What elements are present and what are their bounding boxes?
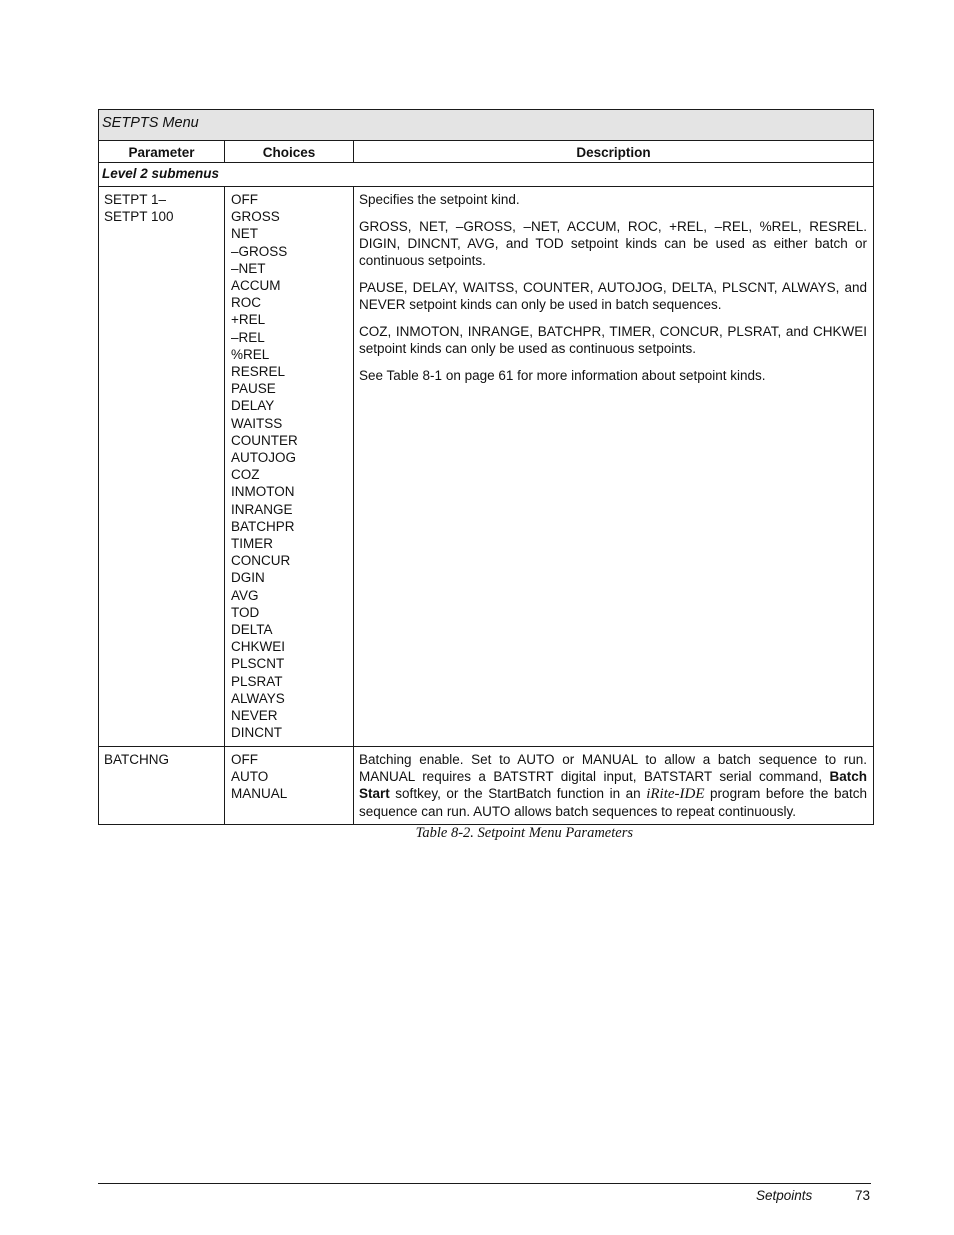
choice-item: CONCUR — [231, 553, 291, 569]
description-paragraph — [359, 751, 867, 821]
choice-item: NET — [231, 226, 258, 242]
batch-start-softkey-label: Batch Start — [359, 768, 868, 801]
choice-item: WAITSS — [231, 415, 283, 431]
choice-item: %REL — [231, 346, 270, 362]
footer-section-name: Setpoints — [756, 1188, 813, 1203]
choice-item: CHKWEI — [231, 639, 285, 655]
description-paragraph: COZ, INMOTON, INRANGE, BATCHPR, TIMER, CONCUR, PLSRAT, and CHKWEI setpoint kinds can only be used as continuous setpoints. — [359, 323, 868, 356]
choice-item: –NET — [231, 260, 266, 276]
choice-item: ROC — [231, 295, 261, 311]
footer-page-number: 73 — [855, 1188, 871, 1203]
choice-item: INMOTON — [231, 484, 295, 500]
parameter-name: SETPT 100 — [104, 209, 174, 225]
choice-item: TIMER — [231, 536, 273, 552]
choice-item: DGIN — [231, 570, 265, 586]
choice-item: +REL — [231, 312, 266, 328]
description-cell — [354, 746, 874, 825]
footer-divider — [98, 1183, 871, 1184]
description-paragraph: Specifies the setpoint kind. — [359, 192, 520, 207]
choice-item: PLSRAT — [231, 673, 283, 689]
description-paragraph: PAUSE, DELAY, WAITSS, COUNTER, AUTOJOG, DELTA, PLSCNT, ALWAYS, and NEVER setpoint kinds can only be used in batch sequences. — [359, 279, 868, 313]
choice-item: TOD — [231, 604, 260, 620]
choice-item: PAUSE — [231, 381, 276, 397]
choice-item: RESREL — [231, 364, 286, 380]
table-row — [99, 746, 874, 825]
submenu-label: Level 2 submenus — [99, 163, 874, 187]
choice-item: ALWAYS — [231, 690, 285, 706]
choice-item: COZ — [231, 467, 260, 483]
choice-item: AUTO — [231, 768, 269, 784]
header-parameter: Parameter — [99, 141, 225, 163]
description-text: program before the batch sequence can run. AUTO allows batch sequences to repeat continuously. — [359, 785, 868, 820]
description-text: Batching enable. Set to AUTO or MANUAL to allow a batch sequence to run. MANUAL requires a BATSTRT digital input, BATSTART serial command, — [359, 751, 868, 784]
table-row — [99, 187, 874, 747]
header-description: Description — [354, 141, 874, 163]
choices-cell — [225, 187, 354, 747]
description-paragraph: See Table 8-1 on page 61 for more information about setpoint kinds. — [359, 367, 766, 383]
choice-item: COUNTER — [231, 432, 298, 448]
choices-cell — [225, 746, 354, 825]
irite-ide-name: iRite-IDE — [646, 785, 705, 802]
choice-item: –GROSS — [231, 243, 288, 259]
table-title: SETPTS Menu — [99, 110, 874, 141]
choice-item: NEVER — [231, 708, 278, 724]
choice-item: ACCUM — [231, 278, 281, 294]
description-cell — [354, 187, 874, 747]
table-header-row — [99, 141, 874, 163]
setpts-menu-table — [98, 109, 874, 825]
description-text: softkey, or the StartBatch function in an — [389, 785, 647, 801]
choice-item: MANUAL — [231, 785, 288, 801]
parameter-cell — [99, 746, 225, 825]
choice-item: DELAY — [231, 398, 275, 414]
choice-item: OFF — [231, 192, 258, 207]
header-choices: Choices — [225, 141, 354, 163]
choice-item: DELTA — [231, 622, 273, 638]
choice-item: AUTOJOG — [231, 450, 297, 466]
choice-item: AVG — [231, 587, 259, 603]
parameter-name: BATCHNG — [104, 751, 170, 767]
table-caption: Table 8-2. Setpoint Menu Parameters — [415, 825, 633, 841]
choice-item: GROSS — [231, 209, 280, 225]
description-paragraph: GROSS, NET, –GROSS, –NET, ACCUM, ROC, +REL, –REL, %REL, RESREL. DIGIN, DINCNT, AVG, and TOD setpoint kinds can be used as either batch or continuous setpoints. — [359, 218, 868, 269]
table-title-row — [99, 110, 874, 141]
choice-item: –REL — [231, 329, 265, 345]
choice-item: INRANGE — [231, 501, 293, 517]
choice-item: OFF — [231, 751, 258, 767]
parameter-cell — [99, 187, 225, 747]
submenu-row — [99, 163, 874, 187]
choice-item: PLSCNT — [231, 656, 285, 672]
choice-item: DINCNT — [231, 725, 282, 741]
parameter-name: SETPT 1– — [104, 192, 167, 207]
choice-item: BATCHPR — [231, 518, 295, 534]
